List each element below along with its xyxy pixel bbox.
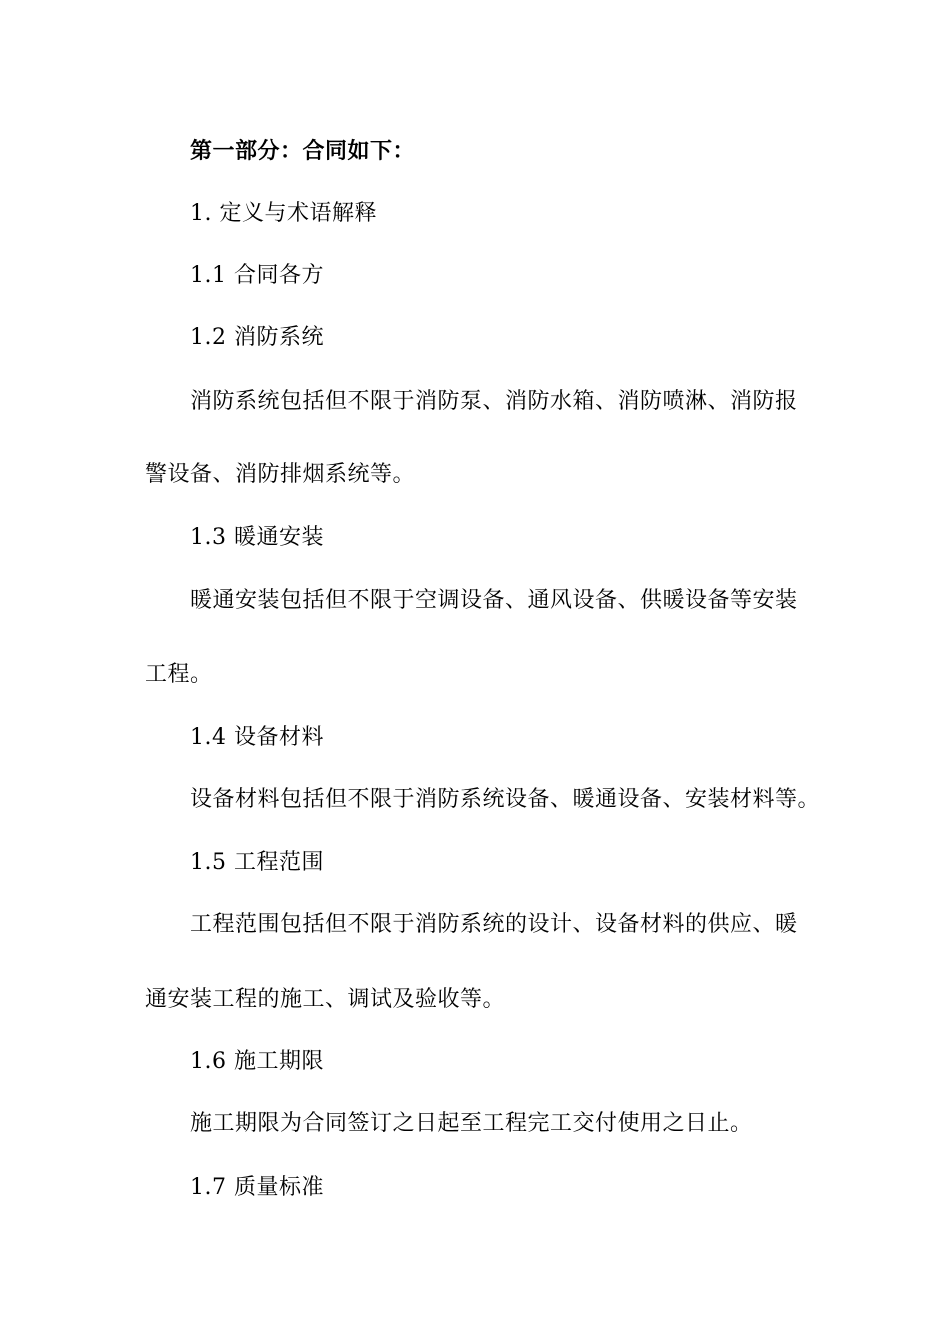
clause-1-2-text-line-2: 警设备、消防排烟系统等。 (145, 462, 416, 487)
clause-1-5-title: 1.5 工程范围 (190, 850, 324, 875)
clause-1-3-title: 1.3 暖通安装 (190, 525, 324, 550)
clause-1-1-title: 1.1 合同各方 (190, 263, 324, 288)
clause-1-2-title: 1.2 消防系统 (190, 325, 324, 350)
clause-1-2-text-line-1: 消防系统包括但不限于消防泵、消防水箱、消防喷淋、消防报 (190, 389, 798, 414)
section-heading: 第一部分：合同如下： (190, 139, 416, 164)
clause-1-7-title: 1.7 质量标准 (190, 1175, 324, 1200)
clause-1-5-text-line-1: 工程范围包括但不限于消防系统的设计、设备材料的供应、暖 (190, 912, 798, 937)
clause-1-4-text: 设备材料包括但不限于消防系统设备、暖通设备、安装材料等。 (190, 787, 821, 812)
clause-1-6-text: 施工期限为合同签订之日起至工程完工交付使用之日止。 (190, 1111, 753, 1136)
clause-1-3-text-line-1: 暖通安装包括但不限于空调设备、通风设备、供暖设备等安装 (190, 588, 798, 613)
clause-1-title: 1. 定义与术语解释 (190, 201, 377, 226)
clause-1-6-title: 1.6 施工期限 (190, 1049, 324, 1074)
clause-1-3-text-line-2: 工程。 (145, 662, 213, 687)
clause-1-5-text-line-2: 通安装工程的施工、调试及验收等。 (145, 987, 506, 1012)
clause-1-4-title: 1.4 设备材料 (190, 725, 324, 750)
